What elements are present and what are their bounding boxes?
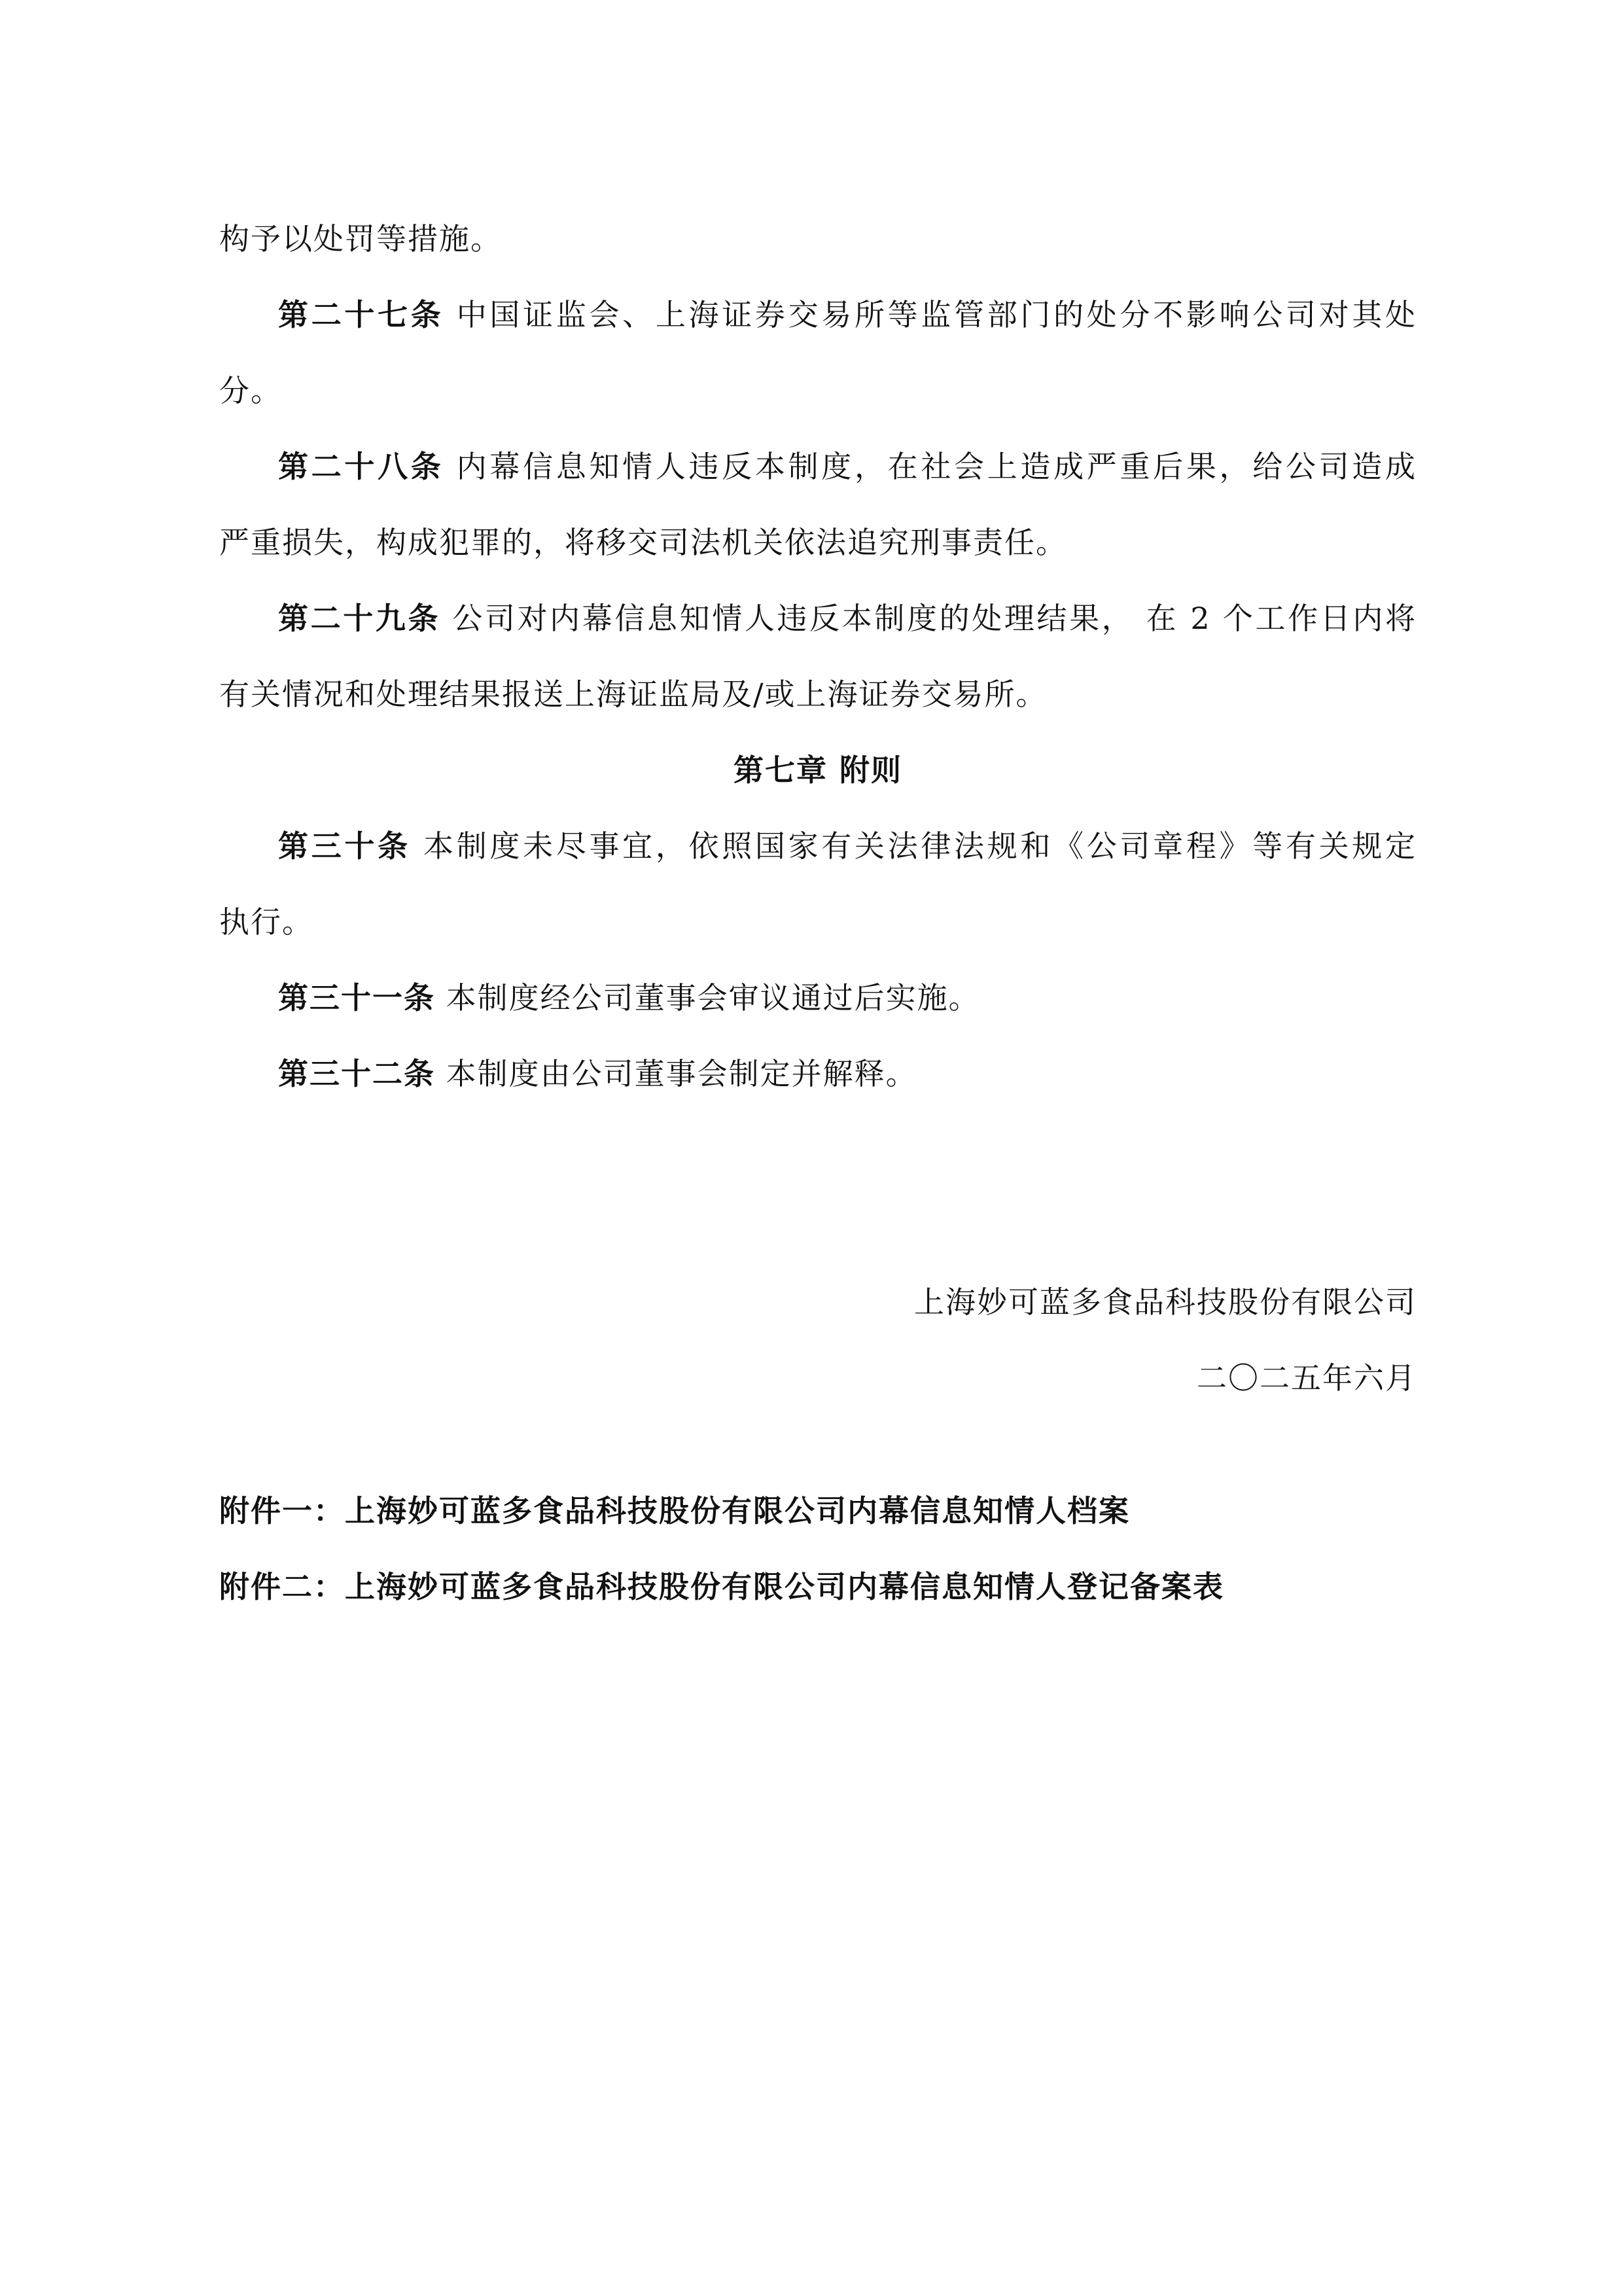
article-27-text-1: 中国证监会、上海证券交易所等监管部门的处分不影响公司对其处: [444, 297, 1417, 332]
article-27-line-1: [278, 295, 1417, 334]
article-32-text-1: 本制度由公司董事会制定并解释。: [435, 1056, 917, 1091]
chapter-7-heading: 第七章 附则: [733, 752, 902, 788]
article-29-line-1: [278, 599, 1417, 638]
article-28-line-2: 严重损失，构成犯罪的，将移交司法机关依法追究刑事责任。: [219, 525, 1067, 560]
article-27-heading: 第二十七条: [278, 297, 444, 332]
article-29-heading: 第二十九条: [278, 601, 441, 636]
article-32-line-1: [278, 1054, 1417, 1093]
signature-company: 上海妙可蓝多食品科技股份有限公司: [914, 1284, 1417, 1320]
article-29-line-2: 有关情况和处理结果报送上海证监局及/或上海证券交易所。: [219, 677, 1048, 712]
article-30-heading: 第三十条: [278, 828, 411, 864]
article-30-line-2: 执行。: [219, 904, 313, 940]
article-30-line-1: [278, 826, 1417, 866]
attachment-1: 附件一：上海妙可蓝多食品科技股份有限公司内幕信息知情人档案: [219, 1493, 1130, 1528]
article-32-heading: 第三十二条: [278, 1056, 435, 1091]
article-31-line-1: [278, 978, 1417, 1017]
body-line-continuation: 构予以处罚等措施。: [219, 221, 502, 256]
article-27-line-2: 分。: [219, 373, 282, 408]
article-30-text-1: 本制度未尽事宜，依照国家有关法律法规和《公司章程》等有关规定: [410, 828, 1417, 864]
article-29-text-1: 公司对内幕信息知情人违反本制度的处理结果， 在 2 个工作日内将: [440, 601, 1417, 636]
article-31-text-1: 本制度经公司董事会审议通过后实施。: [435, 980, 980, 1016]
article-31-heading: 第三十一条: [278, 980, 435, 1016]
article-28-text-1: 内幕信息知情人违反本制度，在社会上造成严重后果，给公司造成: [444, 449, 1417, 484]
signature-date: 二〇二五年六月: [1197, 1360, 1417, 1396]
attachment-2: 附件二：上海妙可蓝多食品科技股份有限公司内幕信息知情人登记备案表: [219, 1569, 1224, 1604]
article-28-line-1: [278, 447, 1417, 486]
article-28-heading: 第二十八条: [278, 449, 444, 484]
